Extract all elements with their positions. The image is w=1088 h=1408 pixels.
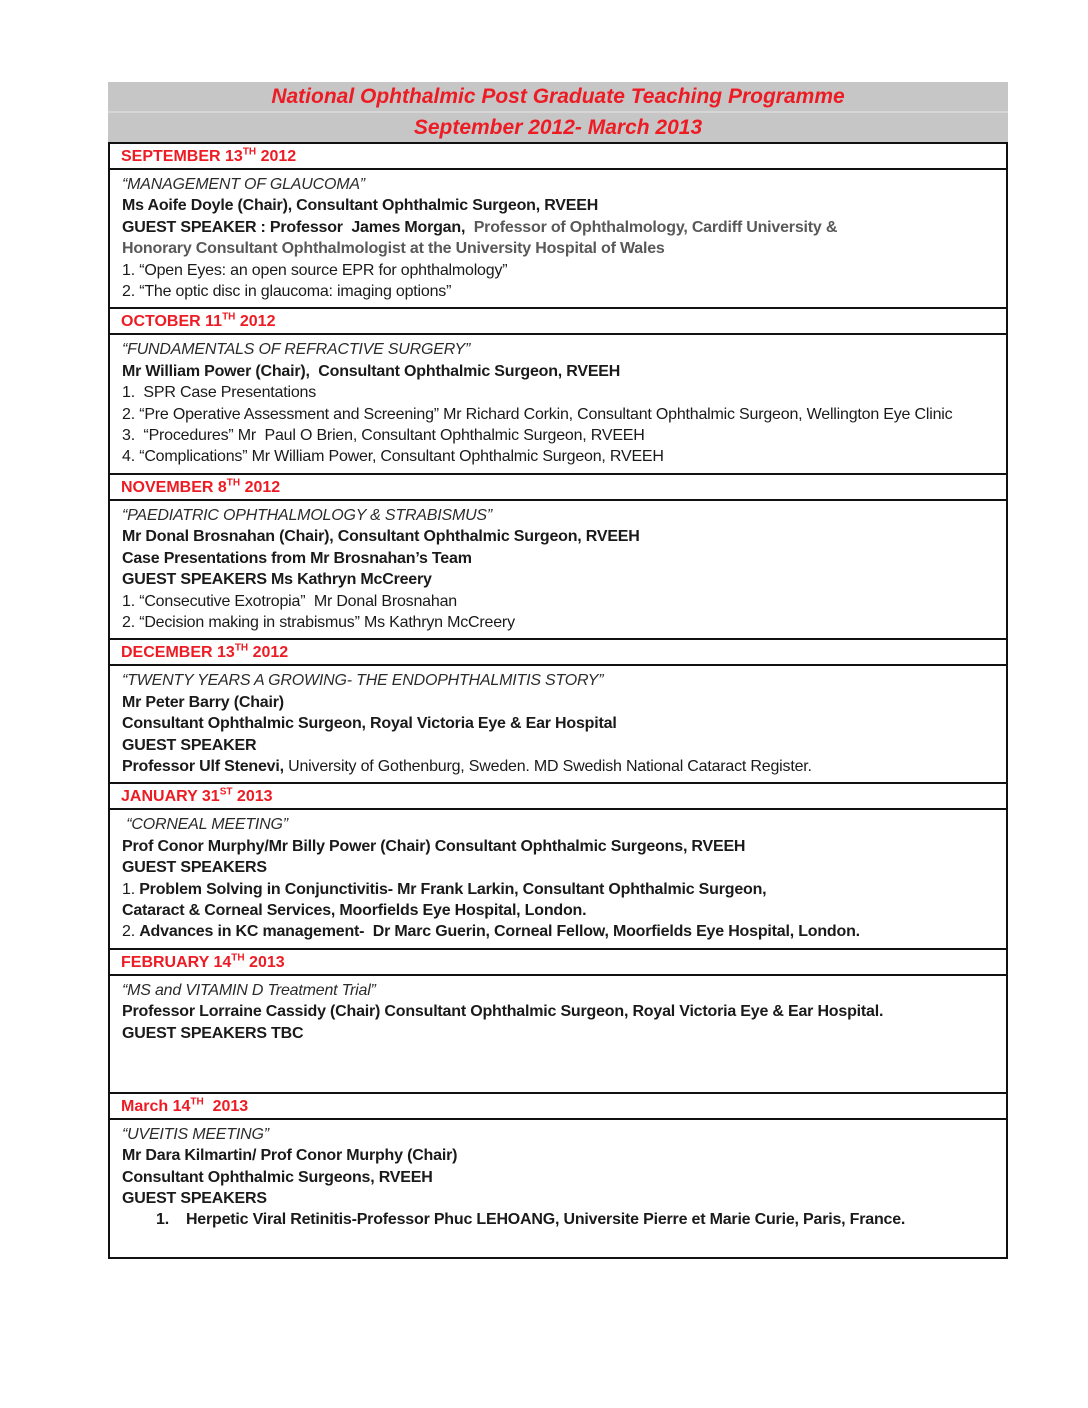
page-title: National Ophthalmic Post Graduate Teaching Programme bbox=[108, 82, 1008, 113]
text-segment: Professor of Ophthalmology, Cardiff University & bbox=[473, 218, 838, 236]
content-line bbox=[122, 217, 996, 238]
content-line bbox=[122, 505, 996, 526]
content-line bbox=[122, 1209, 996, 1230]
text-segment: Advances in KC management- Dr Marc Guerin, Corneal Fellow, Moorfields Eye Hospital, London. bbox=[139, 923, 860, 941]
content-line bbox=[122, 756, 996, 777]
content-line bbox=[122, 814, 996, 835]
text-segment: GUEST SPEAKER bbox=[122, 736, 257, 754]
content-line bbox=[122, 361, 996, 382]
content-line bbox=[122, 569, 996, 590]
date-ordinal-superscript: TH bbox=[242, 146, 257, 158]
section-year: 2012 bbox=[248, 644, 289, 662]
section-year: 2012 bbox=[240, 478, 281, 496]
content-line bbox=[122, 281, 996, 302]
content-line bbox=[122, 1167, 996, 1188]
section-date: March 14 bbox=[121, 1097, 191, 1115]
section-date-header bbox=[110, 307, 1006, 333]
text-segment: 2. “Pre Operative Assessment and Screening” Mr Richard Corkin, Consultant Ophthalmic Surgeon, Wellington Eye Clinic bbox=[122, 405, 953, 423]
content-line bbox=[122, 980, 996, 1001]
section-date-header bbox=[110, 638, 1006, 664]
text-segment: Mr Donal Brosnahan (Chair), Consultant Ophthalmic Surgeon, RVEEH bbox=[122, 528, 640, 546]
content-line bbox=[122, 1023, 996, 1044]
date-ordinal-superscript: TH bbox=[234, 642, 249, 654]
section-content bbox=[110, 499, 1006, 638]
text-segment: “UVEITIS MEETING” bbox=[122, 1125, 269, 1143]
content-line bbox=[122, 836, 996, 857]
text-segment: Mr Peter Barry (Chair) bbox=[122, 693, 284, 711]
page-subtitle: September 2012- March 2013 bbox=[413, 116, 703, 139]
text-segment: University of Gothenburg, Sweden. MD Swedish National Cataract Register. bbox=[288, 757, 812, 775]
text-segment: 4. “Complications” Mr William Power, Consultant Ophthalmic Surgeon, RVEEH bbox=[122, 448, 664, 466]
text-segment: “MANAGEMENT OF GLAUCOMA” bbox=[122, 176, 365, 193]
text-segment: “PAEDIATRIC OPHTHALMOLOGY & STRABISMUS” bbox=[122, 506, 493, 524]
section-content bbox=[110, 333, 1006, 472]
text-segment: GUEST SPEAKERS bbox=[122, 1190, 267, 1208]
section-year: 2013 bbox=[244, 953, 285, 971]
text-segment: 2. “The optic disc in glaucoma: imaging options” bbox=[122, 283, 452, 301]
section-year: 2013 bbox=[232, 788, 273, 806]
content-line bbox=[122, 670, 996, 691]
text-segment: “CORNEAL MEETING” bbox=[122, 816, 288, 834]
text-segment: Professor Lorraine Cassidy (Chair) Consultant Ophthalmic Surgeon, Royal Victoria Eye & Ear Hospital. bbox=[122, 1003, 884, 1021]
text-segment: 2. bbox=[122, 923, 140, 941]
section-year: 2012 bbox=[256, 148, 297, 165]
date-ordinal-superscript: ST bbox=[219, 787, 233, 799]
text-segment: “MS and VITAMIN D Treatment Trial” bbox=[122, 981, 376, 999]
date-ordinal-superscript: TH bbox=[222, 312, 236, 324]
text-segment: Consultant Ophthalmic Surgeon, Royal Victoria Eye & Ear Hospital bbox=[122, 715, 617, 733]
date-ordinal-superscript: TH bbox=[226, 477, 241, 489]
text-segment: 1. bbox=[156, 1211, 186, 1229]
content-line bbox=[122, 921, 996, 942]
section-content bbox=[110, 664, 1006, 782]
content-line bbox=[122, 260, 996, 281]
section-date: NOVEMBER 8 bbox=[121, 478, 227, 496]
text-segment: 3. “Procedures” Mr Paul O Brien, Consultant Ophthalmic Surgeon, RVEEH bbox=[122, 427, 645, 445]
text-segment: Ms Aoife Doyle (Chair), Consultant Ophthalmic Surgeon, RVEEH bbox=[122, 197, 599, 215]
content-line bbox=[122, 879, 996, 900]
section-date: JANUARY 31 bbox=[121, 788, 220, 806]
section-date-header bbox=[110, 473, 1006, 499]
content-line bbox=[122, 382, 996, 403]
text-segment: 1. SPR Case Presentations bbox=[122, 384, 317, 402]
content-line bbox=[122, 174, 996, 195]
text-segment: 1. “Open Eyes: an open source EPR for ophthalmology” bbox=[122, 261, 508, 279]
content-line bbox=[122, 404, 996, 425]
content-line bbox=[122, 591, 996, 612]
text-segment: Professor Ulf Stenevi, bbox=[122, 757, 289, 775]
section-date: SEPTEMBER 13 bbox=[121, 148, 243, 165]
text-segment: Mr Dara Kilmartin/ Prof Conor Murphy (Chair) bbox=[122, 1147, 458, 1165]
programme-table bbox=[108, 142, 1008, 1259]
content-line bbox=[122, 1065, 996, 1086]
content-line bbox=[122, 1231, 996, 1252]
text-segment: Mr William Power (Chair), Consultant Ophthalmic Surgeon, RVEEH bbox=[122, 362, 621, 380]
section-year: 2012 bbox=[235, 313, 276, 331]
text-segment: Case Presentations from Mr Brosnahan’s Team bbox=[122, 549, 472, 567]
content-line bbox=[122, 612, 996, 633]
text-segment: GUEST SPEAKERS Ms Kathryn McCreery bbox=[122, 571, 432, 589]
section-date-header bbox=[110, 144, 1006, 168]
text-segment: GUEST SPEAKERS bbox=[122, 859, 267, 877]
content-line bbox=[122, 238, 996, 259]
content-line bbox=[122, 692, 996, 713]
content-line bbox=[122, 195, 996, 216]
text-segment: Cataract & Corneal Services, Moorfields Eye Hospital, London. bbox=[122, 901, 587, 919]
section-content bbox=[110, 974, 1006, 1092]
content-line bbox=[122, 1001, 996, 1022]
content-line bbox=[122, 1044, 996, 1065]
date-ordinal-superscript: TH bbox=[190, 1096, 204, 1108]
section-date: FEBRUARY 14 bbox=[121, 953, 232, 971]
text-segment: 1. “Consecutive Exotropia” Mr Donal Brosnahan bbox=[122, 592, 457, 610]
content-line bbox=[122, 1145, 996, 1166]
section-date-header bbox=[110, 782, 1006, 808]
text-segment: GUEST SPEAKER : Professor James Morgan, bbox=[122, 218, 474, 236]
document-page bbox=[108, 82, 1008, 1259]
text-segment: Consultant Ophthalmic Surgeons, RVEEH bbox=[122, 1168, 433, 1186]
content-line bbox=[122, 1188, 996, 1209]
section-date-header bbox=[110, 948, 1006, 974]
content-line bbox=[122, 1124, 996, 1145]
content-line bbox=[122, 548, 996, 569]
section-date: DECEMBER 13 bbox=[121, 644, 235, 662]
section-year: 2013 bbox=[203, 1097, 249, 1115]
section-content bbox=[110, 168, 1006, 307]
content-line bbox=[122, 446, 996, 467]
content-line bbox=[122, 857, 996, 878]
content-line bbox=[122, 339, 996, 360]
text-segment: “FUNDAMENTALS OF REFRACTIVE SURGERY” bbox=[122, 341, 471, 359]
text-segment: Herpetic Viral Retinitis-Professor Phuc LEHOANG, Universite Pierre et Marie Curie, Paris, France. bbox=[185, 1211, 906, 1229]
section-date-header bbox=[110, 1092, 1006, 1118]
section-date: OCTOBER 11 bbox=[121, 313, 223, 331]
text-segment: Problem Solving in Conjunctivitis- Mr Frank Larkin, Consultant Ophthalmic Surgeon, bbox=[139, 880, 767, 898]
section-content bbox=[110, 1118, 1006, 1257]
text-segment: Prof Conor Murphy/Mr Billy Power (Chair) Consultant Ophthalmic Surgeons, RVEEH bbox=[122, 837, 746, 855]
section-content bbox=[110, 808, 1006, 947]
text-segment: Honorary Consultant Ophthalmologist at the University Hospital of Wales bbox=[122, 240, 665, 258]
text-segment: GUEST SPEAKERS TBC bbox=[122, 1024, 304, 1042]
title-banner bbox=[108, 82, 1008, 142]
content-line bbox=[122, 713, 996, 734]
date-ordinal-superscript: TH bbox=[231, 952, 245, 964]
text-segment: 1. bbox=[122, 880, 140, 898]
content-line bbox=[122, 526, 996, 547]
content-line bbox=[122, 735, 996, 756]
content-line bbox=[122, 425, 996, 446]
text-segment: “TWENTY YEARS A GROWING- THE ENDOPHTHALMITIS STORY” bbox=[122, 672, 604, 690]
content-line bbox=[122, 900, 996, 921]
text-segment: 2. “Decision making in strabismus” Ms Kathryn McCreery bbox=[122, 613, 515, 631]
